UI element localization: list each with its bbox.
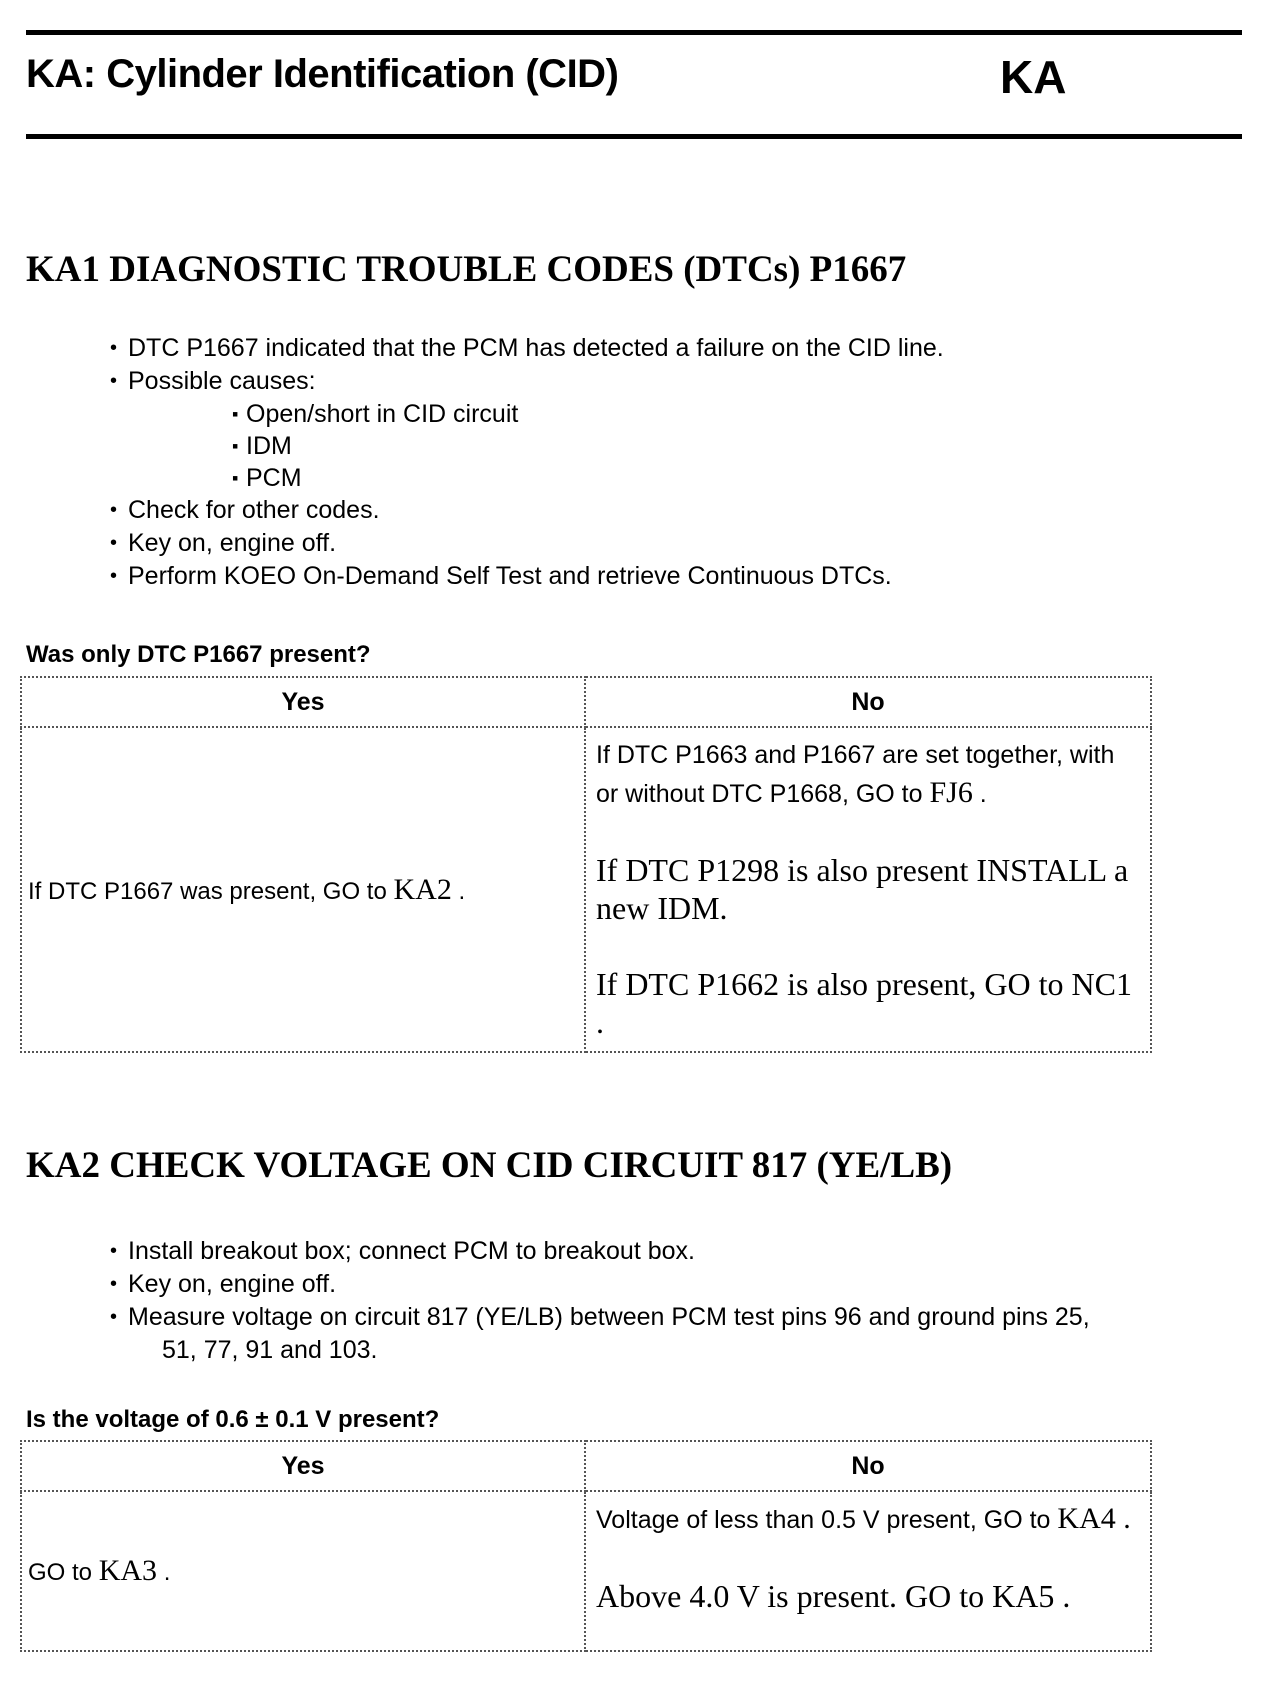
bullet-icon: •: [110, 1240, 118, 1262]
section-code: KA: [1000, 51, 1067, 103]
square-bullet-icon: ▪: [232, 468, 239, 488]
ka1-instructions: [110, 332, 1230, 593]
no-column-header: No: [585, 1441, 1151, 1491]
no-action-2: If DTC P1298 is also present INSTALL a new IDM.: [596, 852, 1129, 926]
no-action-1: If DTC P1663 and P1667 are set together, with or without DTC P1668, GO to FJ6 .: [596, 741, 1115, 809]
list-item: • Measure voltage on circuit 817 (YE/LB) between PCM test pins 96 and ground pins 25, 51, 77, 91 and 103.: [110, 1303, 1090, 1364]
table-row: [21, 1491, 1151, 1651]
list-item: • DTC P1667 indicated that the PCM has detected a failure on the CID line.: [110, 332, 1230, 365]
header-rule-bottom: [26, 134, 1242, 139]
yes-cell: GO to KA3 .: [21, 1491, 585, 1651]
list-item: • Possible causes: ▪ Open/short in CID circuit ▪ IDM ▪ PCM: [110, 365, 1230, 494]
bullet-icon: •: [110, 565, 118, 587]
goto-link-ka4[interactable]: KA4 .: [1057, 1502, 1131, 1535]
yes-column-header: Yes: [21, 677, 585, 727]
bullet-icon: •: [110, 532, 118, 554]
ka1-decision-table: [20, 676, 1152, 1053]
possible-causes-list: [128, 398, 1230, 494]
no-column-header: No: [585, 677, 1151, 727]
no-action-1: Voltage of less than 0.5 V present, GO to KA4 .: [596, 1502, 1131, 1535]
no-cell: [585, 1491, 1151, 1651]
ka2-heading: KA2 CHECK VOLTAGE ON CID CIRCUIT 817 (YE/LB): [26, 1145, 953, 1186]
no-action-3: If DTC P1662 is also present, GO to NC1 .: [596, 966, 1132, 1040]
goto-link-fj6[interactable]: FJ6: [929, 776, 973, 809]
document-title: KA: Cylinder Identification (CID): [26, 52, 619, 96]
bullet-icon: •: [110, 370, 118, 392]
list-item: • Key on, engine off.: [110, 1268, 1240, 1301]
header-rule-top: [26, 30, 1242, 35]
bullet-icon: •: [110, 499, 118, 521]
ka2-instructions: [110, 1235, 1240, 1367]
bullet-icon: •: [110, 1306, 118, 1328]
list-item: ▪ PCM: [232, 464, 302, 492]
bullet-icon: •: [110, 1273, 118, 1295]
square-bullet-icon: ▪: [232, 436, 239, 456]
goto-link-ka3[interactable]: KA3: [98, 1554, 158, 1587]
yes-column-header: Yes: [21, 1441, 585, 1491]
list-item: • Perform KOEO On-Demand Self Test and retrieve Continuous DTCs.: [110, 560, 1230, 593]
list-item: • Install breakout box; connect PCM to breakout box.: [110, 1235, 1240, 1268]
ka1-question: Was only DTC P1667 present?: [26, 641, 371, 668]
ka2-question: Is the voltage of 0.6 ± 0.1 V present?: [26, 1406, 440, 1433]
ka1-heading: KA1 DIAGNOSTIC TROUBLE CODES (DTCs) P1667: [26, 249, 907, 290]
list-item: ▪ Open/short in CID circuit: [232, 400, 519, 428]
table-row: [21, 727, 1151, 1052]
list-item: • Key on, engine off.: [110, 527, 1230, 560]
bullet-icon: •: [110, 337, 118, 359]
goto-link-ka2[interactable]: KA2: [393, 872, 452, 906]
no-action-2: Above 4.0 V is present. GO to KA5 .: [596, 1578, 1071, 1614]
square-bullet-icon: ▪: [232, 404, 239, 424]
table-header-row: [21, 677, 1151, 727]
ka2-decision-table: [20, 1440, 1152, 1652]
list-item: ▪ IDM: [232, 432, 292, 460]
yes-cell: If DTC P1667 was present, GO to KA2 .: [21, 727, 585, 1052]
list-item: • Check for other codes.: [110, 494, 1230, 527]
no-cell: [585, 727, 1151, 1052]
table-header-row: [21, 1441, 1151, 1491]
